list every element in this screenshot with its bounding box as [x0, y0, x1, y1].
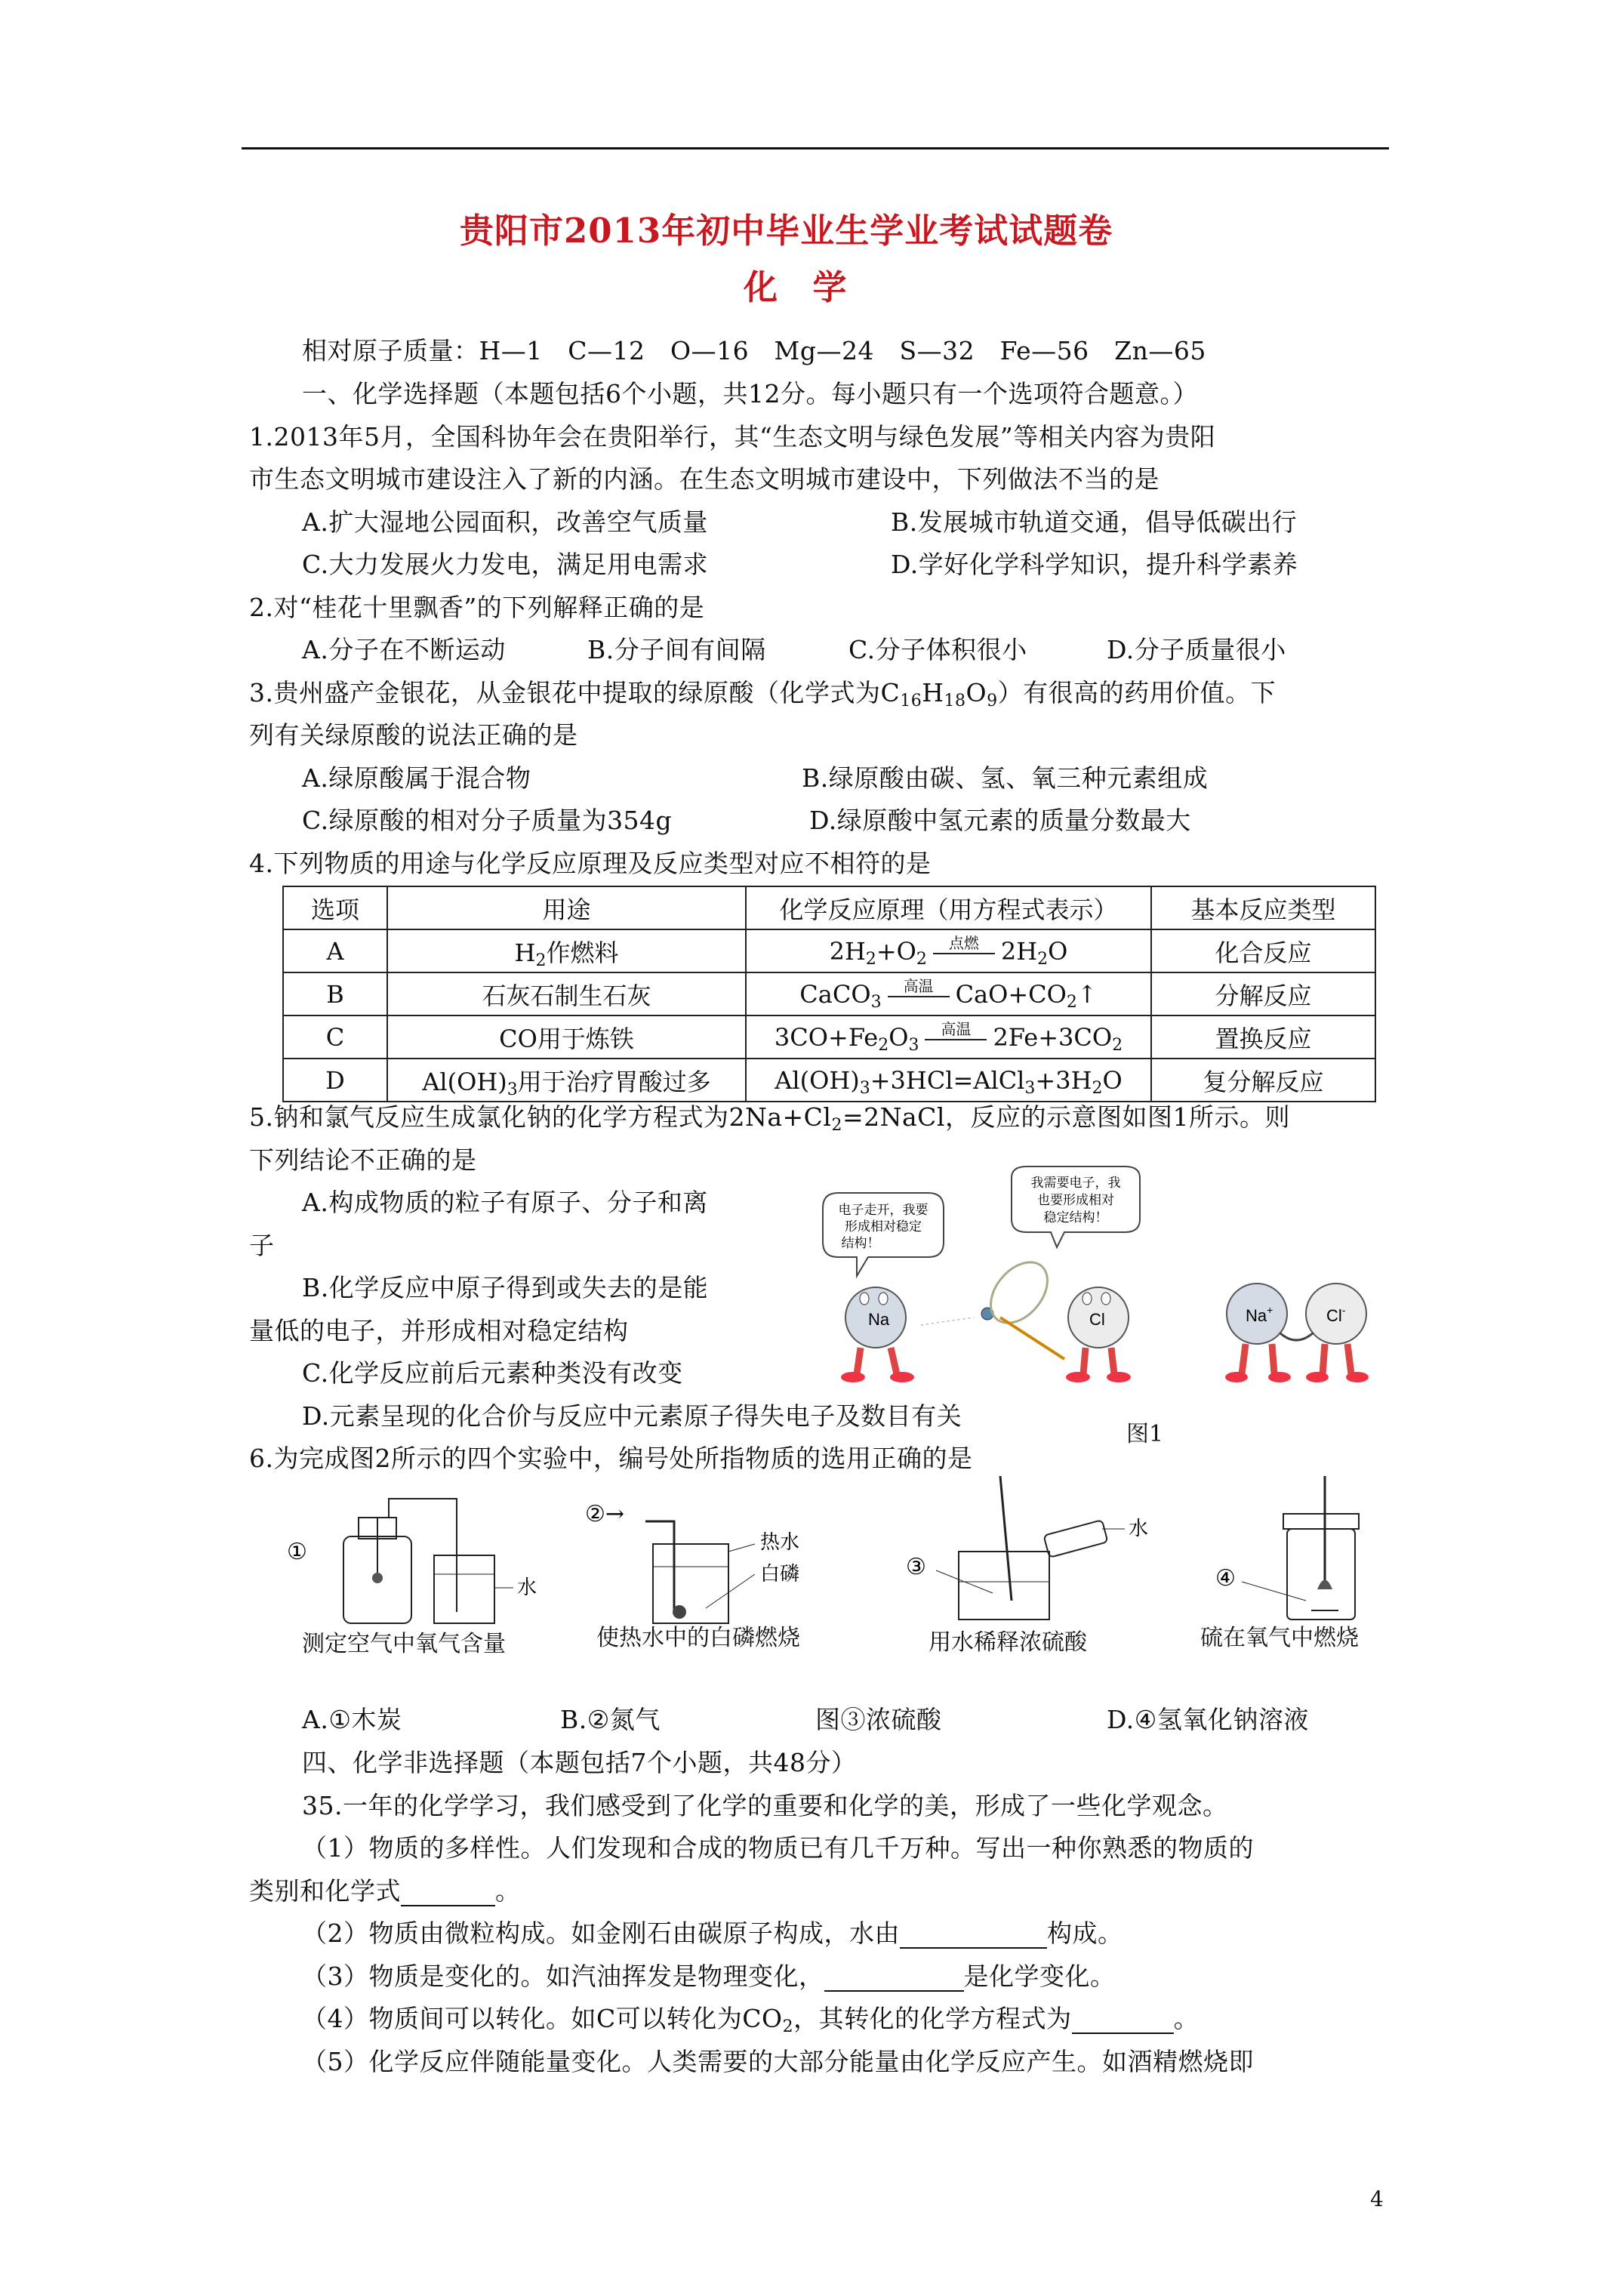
- q5-option-b: B.化学反应中原子得到或失去的是能: [302, 1273, 709, 1302]
- svg-text:③: ③: [906, 1554, 926, 1580]
- svg-text:水: 水: [1129, 1518, 1149, 1540]
- na-atom-character: [841, 1287, 914, 1382]
- option-cell: D: [283, 1059, 387, 1102]
- q1-line2: 市生态文明城市建设注入了新的内涵。在生态文明城市建设中，下列做法不当的是: [249, 464, 1160, 494]
- use-cell: $Al(OH)_3$用于治疗胃酸过多: [387, 1059, 746, 1102]
- svg-text:②→: ②→: [585, 1501, 625, 1527]
- q3-option-b: B.绿原酸由碳、氢、氧三种元素组成: [802, 763, 1209, 793]
- svg-text:我需要电子，我: 我需要电子，我: [1030, 1176, 1121, 1191]
- equation-cell: $3CO+Fe_2O_3$ 高温 $2Fe+3CO_2$: [746, 1015, 1151, 1059]
- q4-stem: 4.下列物质的用途与化学反应原理及反应类型对应不相符的是: [249, 849, 932, 878]
- q35-part3: （3）物质是变化的。如汽油挥发是物理变化， 是化学变化。: [302, 1962, 1116, 1991]
- speech-bubble-na: [823, 1193, 944, 1276]
- atomic-mass-line: 相对原子质量：H—1 C—12 O—16 Mg—24 S—32 Fe—56 Zn—65: [302, 336, 1206, 365]
- q5-line1: 5.钠和氯气反应生成氯化钠的化学方程式为$2Na+Cl_2=2NaCl$，反应的示意图如图1所示。则: [249, 1102, 1290, 1135]
- svg-text:Na: Na: [868, 1310, 890, 1329]
- use-cell: $H_2$作燃料: [387, 929, 746, 972]
- q3-option-a: A.绿原酸属于混合物: [302, 763, 531, 793]
- type-cell: 置换反应: [1151, 1015, 1375, 1059]
- table-header: 化学反应原理（用方程式表示）: [746, 886, 1151, 929]
- table-header: 选项: [283, 886, 387, 929]
- electron-net: [921, 1251, 1064, 1359]
- reaction-table: [282, 886, 1376, 1102]
- svg-text:电子走开，我要: 电子走开，我要: [838, 1203, 929, 1218]
- type-cell: 分解反应: [1151, 972, 1375, 1015]
- svg-text:热水: 热水: [760, 1531, 800, 1554]
- q3-option-c: C.绿原酸的相对分子质量为354g: [302, 806, 673, 835]
- reaction-condition: 点燃: [932, 942, 996, 964]
- use-cell: CO用于炼铁: [387, 1015, 746, 1059]
- table-header: 基本反应类型: [1151, 886, 1375, 929]
- q3-line1: 3.贵州盛产金银花，从金银花中提取的绿原酸（化学式为$C_{16}H_{18}O_9$）有很高的药用价值。下: [249, 678, 1277, 710]
- q35-part1: （1）物质的多样性。人们发现和合成的物质已有几千万种。写出一种你熟悉的物质的: [302, 1833, 1254, 1863]
- table-row: [283, 929, 1375, 972]
- option-cell: C: [283, 1015, 387, 1059]
- svg-text:形成相对稳定: 形成相对稳定: [845, 1219, 922, 1234]
- svg-text:④: ④: [1215, 1565, 1236, 1592]
- equation-cell: CaCO$_3$ 高温 $CaO+CO_2↑$: [746, 972, 1151, 1015]
- svg-text:结构！: 结构！: [841, 1236, 880, 1251]
- table-header: 用途: [387, 886, 746, 929]
- table-row: [283, 1015, 1375, 1059]
- type-cell: 复分解反应: [1151, 1059, 1375, 1102]
- q5-option-c: C.化学反应前后元素种类没有改变: [302, 1358, 683, 1388]
- q1-option-d: D.学好化学科学知识，提升科学素养: [891, 550, 1298, 579]
- q6-option-a: A.①木炭: [302, 1705, 402, 1734]
- q2-option-d: D.分子质量很小: [1107, 635, 1286, 664]
- svg-text:①: ①: [287, 1539, 307, 1565]
- experiment-2-apparatus: [585, 1491, 827, 1631]
- answer-blank[interactable]: [900, 1925, 1047, 1949]
- section-4-heading: 四、化学非选择题（本题包括7个小题，共48分）: [302, 1748, 857, 1777]
- svg-text:白磷: 白磷: [760, 1563, 800, 1586]
- experiment-3-caption: 用水稀释浓硫酸: [929, 1629, 1087, 1656]
- q6-option-d: D.④氢氧化钠溶液: [1107, 1705, 1309, 1734]
- experiment-4-apparatus: [1212, 1476, 1385, 1627]
- q1-option-b: B.发展城市轨道交通，倡导低碳出行: [891, 507, 1298, 537]
- q5-line2: 下列结论不正确的是: [249, 1145, 477, 1175]
- q2-option-c: C.分子体积很小: [848, 635, 1027, 664]
- subject-title: 化 学: [744, 267, 848, 307]
- q1-option-a: A.扩大湿地公园面积，改善空气质量: [302, 507, 708, 537]
- q1-line1: 1.2013年5月，全国科协年会在贵阳举行，其“生态文明与绿色发展”等相关内容为贵阳: [249, 422, 1216, 451]
- q3-option-d: D.绿原酸中氢元素的质量分数最大: [809, 806, 1191, 835]
- q35-part4: （4）物质间可以转化。如C可以转化为$CO_2$，其转化的化学方程式为 。: [302, 2004, 1200, 2036]
- option-cell: B: [283, 972, 387, 1015]
- experiment-1-caption: 测定空气中氧气含量: [302, 1631, 506, 1657]
- q5-option-b-cont: 量低的电子，并形成相对稳定结构: [249, 1316, 629, 1345]
- q1-option-c: C.大力发展火力发电，满足用电需求: [302, 550, 709, 579]
- page-number: 4: [1370, 2187, 1384, 2211]
- header-rule: [242, 147, 1389, 149]
- table-row: [283, 972, 1375, 1015]
- equation-cell: $Al(OH)_3+3HCl=AlCl_3+3H_2O$: [746, 1059, 1151, 1102]
- figure-1-illustration: [815, 1163, 1404, 1389]
- use-cell: 石灰石制生石灰: [387, 972, 746, 1015]
- q2-option-a: A.分子在不断运动: [302, 635, 506, 664]
- reaction-condition: 高温: [923, 1028, 988, 1050]
- answer-blank[interactable]: [1072, 2010, 1174, 2034]
- q3-line2: 列有关绿原酸的说法正确的是: [249, 720, 578, 750]
- figure-1-label: 图1: [1126, 1421, 1164, 1447]
- q5-option-d: D.元素呈现的化合价与反应中元素原子得失电子及数目有关: [302, 1401, 962, 1431]
- q2-stem: 2.对“桂花十里飘香”的下列解释正确的是: [249, 593, 705, 622]
- equation-cell: $2H_2+O_2$ 点燃 $2H_2O$: [746, 929, 1151, 972]
- svg-text:Cl-: Cl-: [1326, 1304, 1346, 1325]
- answer-blank[interactable]: [401, 1882, 495, 1906]
- experiment-2-caption: 使热水中的白磷燃烧: [596, 1625, 800, 1651]
- svg-text:水: 水: [517, 1576, 537, 1599]
- q35-part1-cont: 类别和化学式 。: [249, 1876, 521, 1906]
- q6-stem: 6.为完成图2所示的四个实验中，编号处所指物质的选用正确的是: [249, 1444, 973, 1473]
- svg-text:稳定结构！: 稳定结构！: [1043, 1210, 1108, 1225]
- experiment-1-apparatus: [283, 1491, 540, 1631]
- type-cell: 化合反应: [1151, 929, 1375, 972]
- q5-option-a: A.构成物质的粒子有原子、分子和离: [302, 1188, 708, 1217]
- experiment-4-caption: 硫在氧气中燃烧: [1200, 1625, 1359, 1651]
- answer-blank[interactable]: [824, 1968, 964, 1992]
- table-header-row: [283, 886, 1375, 929]
- svg-text:Na+: Na+: [1246, 1304, 1273, 1325]
- table-row: [283, 1059, 1375, 1102]
- q5-option-a-cont: 子: [249, 1231, 275, 1260]
- sodium-chloride-ion-pair: [1225, 1284, 1369, 1382]
- section-1-heading: 一、化学选择题（本题包括6个小题，共12分。每小题只有一个选项符合题意。）: [302, 379, 1198, 408]
- option-cell: A: [283, 929, 387, 972]
- experiment-3-apparatus: [902, 1476, 1159, 1627]
- q35-stem: 35.一年的化学学习，我们感受到了化学的重要和化学的美，形成了一些化学观念。: [302, 1791, 1228, 1820]
- q6-option-b: B.②氮气: [560, 1705, 661, 1734]
- svg-text:Cl: Cl: [1089, 1310, 1105, 1329]
- reaction-condition: 高温: [886, 985, 951, 1007]
- exam-title: 贵阳市2013年初中毕业生学业考试试题卷: [460, 211, 1113, 251]
- speech-bubble-cl: [1012, 1166, 1140, 1247]
- svg-text:也要形成相对: 也要形成相对: [1037, 1193, 1114, 1208]
- q6-option-c: 图③浓硫酸: [815, 1705, 942, 1734]
- q35-part2: （2）物质由微粒构成。如金刚石由碳原子构成，水由 构成。: [302, 1918, 1123, 1948]
- q35-part5: （5）化学反应伴随能量变化。人类需要的大部分能量由化学反应产生。如酒精燃烧即: [302, 2047, 1254, 2076]
- cl-atom-character: [1066, 1287, 1131, 1382]
- q2-option-b: B.分子间有间隔: [587, 635, 766, 664]
